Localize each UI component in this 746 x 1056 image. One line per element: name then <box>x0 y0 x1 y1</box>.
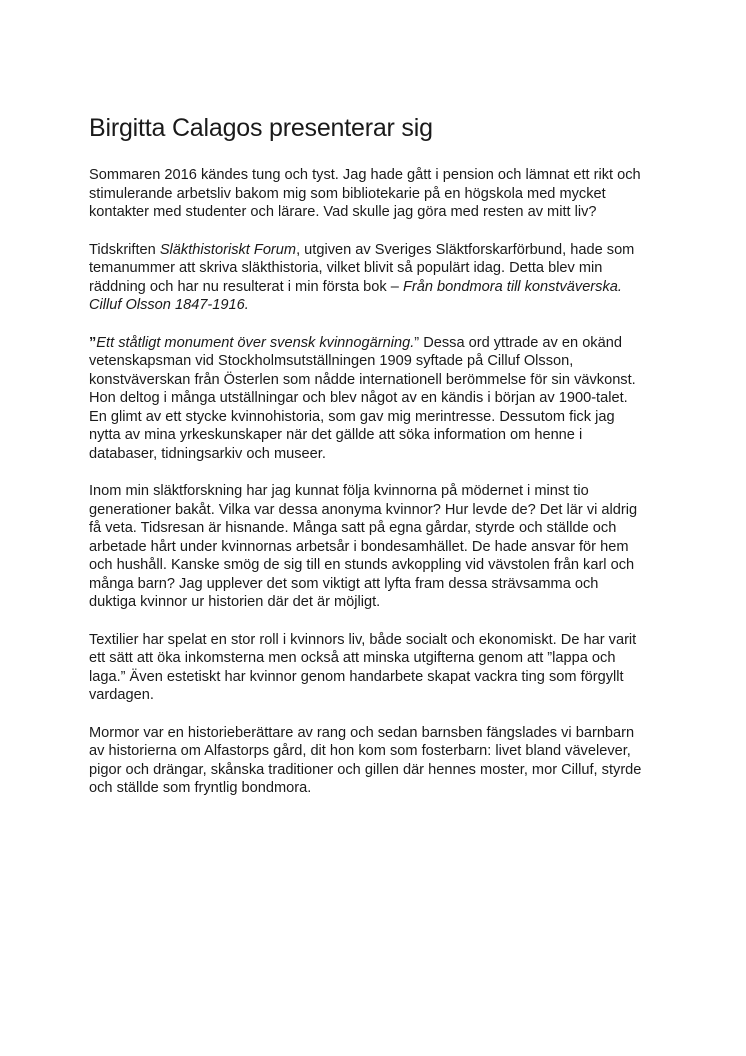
paragraph-6: Mormor var en historieberättare av rang och sedan barnsben fängslades vi barnbarn av historierna om Alfastorps gård, dit hon kom som fosterbarn: livet bland vävelever, pigor och drängar, skånska traditioner och gillen där hennes moster, mor Cilluf, styrde och ställde som fryntlig bondmora. <box>89 724 642 796</box>
journal-title: Släkthistoriskt Forum <box>159 241 297 258</box>
paragraph-2 <box>89 241 649 315</box>
paragraph-2-intro: Tidskriften <box>89 241 160 258</box>
paragraph-1: Sommaren 2016 kändes tung och tyst. Jag hade gått i pension och lämnat ett rikt och stimulerande arbetsliv bakom mig som bibliotekarie på en högskola med mycket kontakter med studenter och lärare. Vad skulle jag göra med resten av mitt liv? <box>89 167 641 220</box>
opening-quote-mark: ” <box>89 334 97 351</box>
paragraph-3 <box>89 334 649 464</box>
paragraph-5: Textilier har spelat en stor roll i kvinnors liv, både socialt och ekonomiskt. De har varit ett sätt att öka inkomsterna men också att minska utgifterna genom att ”lappa och laga.” Även estetiskt har kvinnor genom handarbete skapat vackra ting som förgyllt vardagen. <box>89 631 637 703</box>
document-page <box>89 112 649 817</box>
book-title: Från bondmora till konstväverska. Cilluf Olsson 1847-1916. <box>89 278 622 313</box>
paragraph-4: Inom min släktforskning har jag kunnat följa kvinnorna på mödernet i minst tio generationer bakåt. Vilka var dessa anonyma kvinnor? Hur levde de? Det lär vi aldrig få veta. Tidsresan är hisnande. Många satt på egna gårdar, styrde och ställde och arbetade hårt under kvinnornas arbetsår i bondesamhället. De hade ansvar för hem och hushåll. Kanske smög de sig till en stunds avkoppling vid vävstolen från karl och många barn? Jag upplever det som viktigt att lyfta fram dessa strävsamma och duktiga kvinnor ur historien där det är möjligt. <box>89 483 638 610</box>
paragraph-3-body: ” Dessa ord yttrade av en okänd vetenskapsman vid Stockholmsutställningen 1909 syftade på Cilluf Olsson, konstväverskan från Österlen som nådde internationell berömmelse för sin vävkonst. Hon deltog i många utställningar och blev något av en kändis i början av 1900-talet. En glimt av ett stycke kvinnohistoria, som gav mig merintresse. Dessutom fick jag nytta av mina yrkeskunskaper när det gällde att söka information om henne i databaser, tidningsarkiv och museer. <box>89 334 636 462</box>
page-title: Birgitta Calagos presenterar sig <box>89 114 433 142</box>
paragraph-2-body: , utgiven av Sveriges Släktforskarförbund, hade som temanummer att skriva släkthistoria, vilket blivit så populärt idag. Detta blev min räddning och har nu resulterat i min första bok – <box>89 241 635 295</box>
quote-text: Ett ståtligt monument över svensk kvinnogärning. <box>96 334 415 351</box>
